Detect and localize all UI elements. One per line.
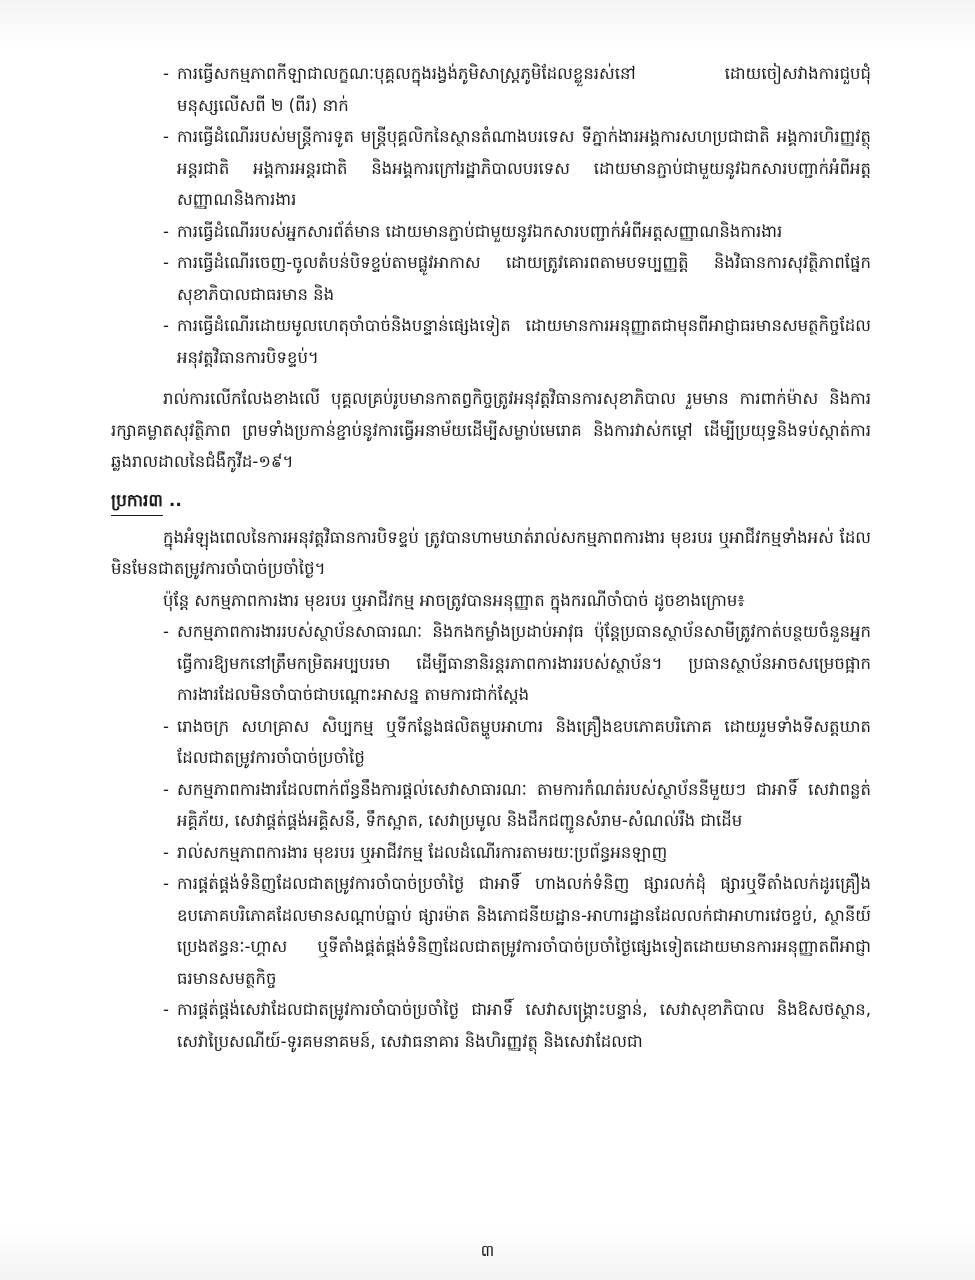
bullet-dash: - bbox=[163, 842, 169, 862]
bullet-dash: - bbox=[163, 64, 169, 83]
list-item bbox=[163, 247, 871, 310]
list-item-text: ការធ្វើសកម្មភាពកីឡាជាលក្ខណៈបុគ្គលក្នុងរង្វង់ភូមិសាស្រ្តភូមិដែលខ្លួនរស់នៅ ដោយចៀសវាងការជួបជុំមនុស្សលើសពី ២ (ពីរ) នាក់ bbox=[177, 64, 871, 115]
list-item bbox=[163, 837, 871, 869]
bullet-dash: - bbox=[163, 779, 169, 799]
list-item-text: ការផ្គត់ផ្គង់ទំនិញដែលជាតម្រូវការចាំបាច់ប្រចាំថ្ងៃ ជាអាទិ៍ ហាងលក់ទំនិញ ផ្សារលក់ដុំ ផ្សារឬទីតាំងលក់ដូរគ្រឿងឧបភោគបរិភោគដែលមានសណ្ដាប់ធ្នាប់ ផ្សារម៉ាត និងភោជនីយដ្ឋាន-អាហារដ្ឋានដែលលក់ជាអាហារវេចខ្ចប់, ស្ថានីយ៍ប្រេងឥន្ធនៈ-ហ្គាស ឬទីតាំងផ្គត់ផ្គង់ទំនិញដែលជាតម្រូវការចាំបាច់ប្រចាំថ្ងៃផ្សេងទៀតដោយមានការអនុញ្ញាតពីអាជ្ញាធរមានសមត្ថកិច្ច bbox=[177, 874, 871, 988]
list-item-text: ការធ្វើដំណើរចេញ-ចូលតំបន់បិទខ្ទប់តាមផ្លូវអាកាស ដោយត្រូវគោរពតាមបទប្បញ្ញត្តិ និងវិធានការសុវត្ថិភាពផ្នែកសុខាភិបាលជាធរមាន និង bbox=[177, 253, 871, 304]
bullet-dash: - bbox=[163, 253, 169, 272]
article-heading-suffix: .. bbox=[162, 490, 182, 511]
list-item-text: រោងចក្រ សហគ្រាស សិប្បកម្ម ឬទីកន្លែងផលិតម្ហូបអាហារ និងគ្រឿងឧបភោគបរិភោគ ដោយរួមទាំងទីសត្តឃាត ដែលជាតម្រូវការចាំបាច់ប្រចាំថ្ងៃ bbox=[177, 716, 871, 767]
list-item-text: សកម្មភាពការងាររបស់ស្ថាប័នសាធារណៈ និងកងកម្លាំងប្រដាប់អាវុធ ប៉ុន្តែប្រធានស្ថាប័នសាមីត្រូវកាត់បន្ថយចំនួនអ្នកធ្វើការឱ្យមកនៅត្រឹមកម្រិតអប្បបរមា ដើម្បីធានានិរន្តរភាពការងាររបស់ស្ថាប័ន។ ប្រធានស្ថាប័នអាចសម្រេចផ្អាកការងារដែលមិនចាំបាច់ជាបណ្ដោះអាសន្ន តាមការជាក់ស្ដែង bbox=[177, 622, 871, 704]
bullet-dash: - bbox=[163, 127, 169, 146]
list-item bbox=[163, 310, 871, 373]
bullet-dash: - bbox=[163, 221, 169, 241]
list-item bbox=[163, 868, 871, 994]
bullet-dash: - bbox=[163, 316, 169, 335]
list-item bbox=[163, 58, 871, 121]
list-item bbox=[163, 216, 871, 248]
prohibition-paragraph: ក្នុងអំឡុងពេលនៃការអនុវត្តវិធានការបិទខ្ទប់ ត្រូវបានហាមឃាត់រាល់សកម្មភាពការងារ មុខរបរ ឬអាជីវកម្មទាំងអស់ ដែលមិនមែនជាតម្រូវការចាំបាច់ប្រចាំថ្ងៃ។ bbox=[111, 527, 871, 578]
list-item-text: ការធ្វើដំណើររបស់អ្នកសារព័ត៌មាន ដោយមានភ្ជាប់ជាមួយនូវឯកសារបញ្ជាក់អំពីអត្តសញ្ញាណនិងការងារ bbox=[177, 221, 783, 241]
permitted-activities-list bbox=[163, 616, 871, 1057]
list-item bbox=[163, 121, 871, 216]
list-item-text: សកម្មភាពការងារដែលពាក់ព័ន្ធនឹងការផ្ដល់សេវាសាធារណៈ តាមការកំណត់របស់ស្ថាប័ននីមួយៗ ជាអាទិ៍ សេវាពន្លត់អគ្គិភ័យ, សេវាផ្គត់ផ្គង់អគ្គិសនី, ទឹកស្អាត, សេវាប្រមូល និងដឹកជញ្ជូនសំរាម-សំណល់រឹង ជាដើម bbox=[177, 779, 871, 830]
bullet-dash: - bbox=[163, 1000, 169, 1019]
list-item-text: ការធ្វើដំណើរដោយមូលហេតុចាំបាច់និងបន្ទាន់ផ្សេងទៀត ដោយមានការអនុញ្ញាតជាមុនពីអាជ្ញាធរមានសមត្ថកិច្ចដែលអនុវត្តវិធានការបិទខ្ទប់។ bbox=[177, 316, 871, 367]
list-item bbox=[163, 774, 871, 837]
list-item-text: ការផ្គត់ផ្គង់សេវាដែលជាតម្រូវការចាំបាច់ប្រចាំថ្ងៃ ជាអាទិ៍ សេវាសង្គ្រោះបន្ទាន់, សេវាសុខាភិបាល និងឱសថស្ថាន, សេវាប្រៃសណីយ៍-ទូរគមនាគមន៍, សេវាធនាគារ និងហិរញ្ញវត្ថុ និងសេវាដែលជា bbox=[177, 1000, 871, 1051]
bullet-dash: - bbox=[163, 874, 169, 893]
list-item bbox=[163, 711, 871, 774]
list-item-text: រាល់សកម្មភាពការងារ មុខរបរ ឬអាជីវកម្ម ដែលដំណើរការតាមរយៈប្រព័ន្ធអនឡាញ bbox=[177, 842, 668, 862]
list-item-text: ការធ្វើដំណើររបស់មន្ត្រីការទូត មន្ត្រីបុគ្គលិកនៃស្ថានតំណាងបរទេស ទីភ្នាក់ងារអង្គការសហប្រជាជាតិ អង្គការហិរញ្ញវត្ថុអន្តរជាតិ អង្គការអន្តរជាតិ និងអង្គការក្រៅរដ្ឋាភិបាលបរទេស ដោយមានភ្ជាប់ជាមួយនូវឯកសារបញ្ជាក់អំពីអត្តសញ្ញាណនិងការងារ bbox=[177, 127, 871, 209]
health-measures-paragraph: រាល់ការលើកលែងខាងលើ បុគ្គលគ្រប់រូបមានកាតព្វកិច្ចត្រូវអនុវត្តវិធានការសុខាភិបាល រួមមាន ការពាក់ម៉ាស និងការរក្សាគម្លាតសុវត្ថិភាព ព្រមទាំងប្រកាន់ខ្ជាប់នូវការធ្វើអនាម័យដើម្បីសម្លាប់មេរោគ និងការវាស់កម្ដៅ ដើម្បីប្រយុទ្ធនិងទប់ស្កាត់ការឆ្លងរាលដាលនៃជំងឺកូវីដ-១៩។ bbox=[111, 389, 871, 471]
list-item bbox=[163, 994, 871, 1057]
bullet-dash: - bbox=[163, 622, 169, 641]
page-number: ៣ bbox=[480, 1241, 495, 1260]
bullet-dash: - bbox=[163, 716, 169, 736]
list-item bbox=[163, 616, 871, 711]
exemption-list bbox=[163, 58, 871, 373]
article-heading: ប្រការ៣ bbox=[111, 490, 163, 516]
permitted-intro-paragraph: ប៉ុន្តែ សកម្មភាពការងារ មុខរបរ ឬអាជីវកម្ម អាចត្រូវបានអនុញ្ញាត ក្នុងករណីចាំបាច់ ដូចខាងក្រោម៖ bbox=[163, 590, 745, 610]
